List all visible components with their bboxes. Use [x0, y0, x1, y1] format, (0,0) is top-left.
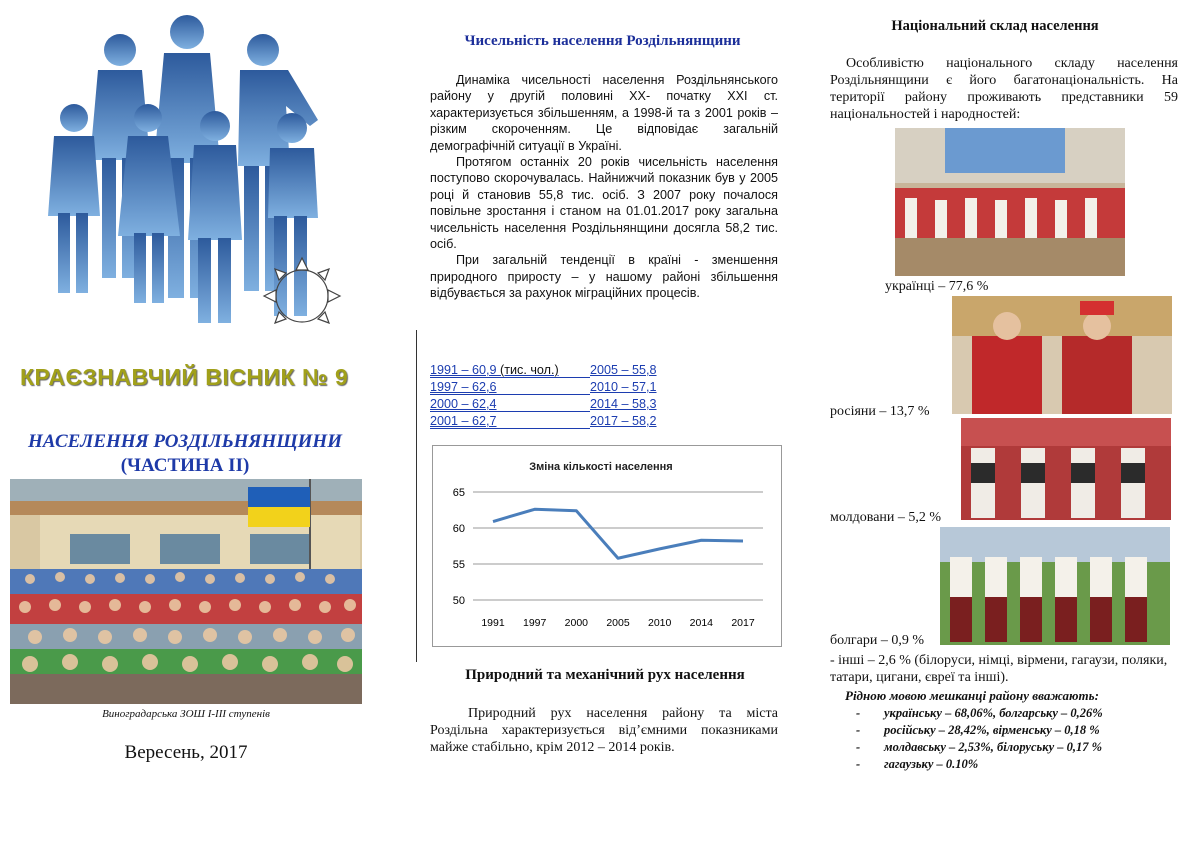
list-item: - молдавську – 2,53%, білоруську – 0,17 %	[856, 739, 1103, 756]
chart-y-tick-label: 65	[452, 487, 465, 499]
data-list-left-link[interactable]: 2000 – 62,4	[430, 397, 497, 411]
native-language-heading: Рідною мовою мешканці району вважають:	[845, 688, 1099, 703]
population-text	[430, 72, 778, 302]
ukrainians-photo	[895, 128, 1125, 276]
data-list-right-link[interactable]: 2010 – 57,1	[590, 380, 657, 394]
moldovans-photo	[961, 418, 1171, 520]
school-group-photo	[10, 479, 362, 704]
population-chart-svg	[433, 446, 781, 646]
population-heading: Чисельність населення Роздільнянщини	[464, 33, 741, 49]
chart-x-tick-label: 2017	[731, 617, 755, 629]
subtitle-line-1: НАСЕЛЕННЯ РОЗДІЛЬНЯНЩИНИ	[27, 431, 342, 452]
data-list-left-link[interactable]: 1991 – 60,9 (тис. чол.)	[430, 363, 559, 377]
issue-date: Вересень, 2017	[124, 742, 248, 763]
others-text: - інші – 2,6 % (білоруси, німці, вірмени, гагаузи, поляки, татари, цигани, євреї та інші).	[830, 653, 1168, 685]
chart-y-tick-label: 60	[452, 523, 465, 535]
data-list-right-link[interactable]: 2005 – 55,8	[590, 363, 657, 377]
chart-x-tick-label: 1991	[481, 617, 505, 629]
list-item: - гагаузьку – 0.10%	[856, 756, 1103, 773]
chart-y-tick-label: 50	[452, 595, 465, 607]
data-list-right-link[interactable]: 2017 – 58,2	[590, 414, 657, 428]
population-data-list	[430, 362, 690, 430]
chart-x-tick-label: 1997	[522, 617, 547, 629]
movement-heading: Природний та механічний рух населення	[465, 667, 745, 683]
chart-x-tick-label: 2014	[689, 617, 714, 629]
population-paragraph-3: При загальній тенденції в країні - зменшення природного приросту – у нашому районі збільшення відбувається за рахунок міграційних процесів.	[430, 253, 778, 301]
bulgarians-label: болгари – 0,9 %	[830, 633, 925, 648]
column-divider	[416, 330, 417, 662]
moldovans-label: молдовани – 5,2 %	[830, 510, 942, 525]
movement-paragraph: Природний рух населення району та міста Роздільна характеризується від’ємними показниками майже стабільно, крім 2012 – 2014 років.	[430, 706, 778, 755]
chart-y-tick-label: 55	[452, 559, 465, 571]
national-paragraph: Особливістю національного складу населення Роздільнянщини є його багатонаціональність. На території району проживають представники 59 національностей і народностей:	[830, 56, 1178, 122]
ukrainians-label: українці – 77,6 %	[885, 279, 989, 294]
list-item: - українську – 68,06%, болгарську – 0,26%	[856, 705, 1103, 722]
data-list-right-link[interactable]: 2014 – 58,3	[590, 397, 657, 411]
photo-caption: Виноградарська ЗОШ І-ІІІ ступенів	[102, 708, 270, 720]
data-list-row	[430, 379, 690, 396]
chart-x-tick-label: 2010	[647, 617, 672, 629]
subtitle-line-2: (ЧАСТИНА ІІ)	[120, 455, 250, 476]
data-list-left-link[interactable]: 1997 – 62,6	[430, 380, 497, 394]
russians-label: росіяни – 13,7 %	[830, 404, 930, 419]
data-list-row	[430, 396, 690, 413]
chart-x-tick-label: 2005	[606, 617, 630, 629]
population-paragraph-2: Протягом останніх 20 років чисельність населення поступово скорочувалась. Найнижчий показник був у 2005 році й становив 55,8 тис. осіб. З 2007 року почалося повільне зростання і станом на 01.01.2017 року загальна чисельність населення Роздільнянщини досягла 58,2 тис. осіб.	[430, 155, 778, 252]
bulletin-title: КРАЄЗНАВЧИЙ ВІСНИК № 9	[20, 364, 349, 390]
business-people-silhouettes-image	[30, 8, 360, 328]
bulletin-subtitle	[0, 430, 370, 478]
russians-photo	[952, 296, 1172, 414]
national-text	[830, 55, 1178, 123]
chart-title: Зміна кількості населення	[529, 461, 673, 473]
national-heading: Національний склад населення	[891, 18, 1099, 34]
population-chart	[432, 445, 782, 647]
data-list-row	[430, 362, 690, 379]
movement-text	[430, 705, 778, 756]
native-language-list	[856, 705, 1103, 773]
chart-series-line	[493, 509, 743, 558]
data-list-left-link[interactable]: 2001 – 62,7	[430, 414, 497, 428]
population-paragraph-1: Динаміка чисельності населення Роздільнянського району у другій половині ХХ- початку XXI ст. характеризується збільшенням, а 1998-й та з 2001 років – різким скороченням. Це відповідає загальній демографічній ситуації в Україні.	[430, 73, 778, 153]
list-item: - російську – 28,42%, вірменську – 0,18 %	[856, 722, 1103, 739]
data-list-row	[430, 413, 690, 430]
chart-x-tick-label: 2000	[564, 617, 589, 629]
bulgarians-photo	[940, 527, 1170, 645]
